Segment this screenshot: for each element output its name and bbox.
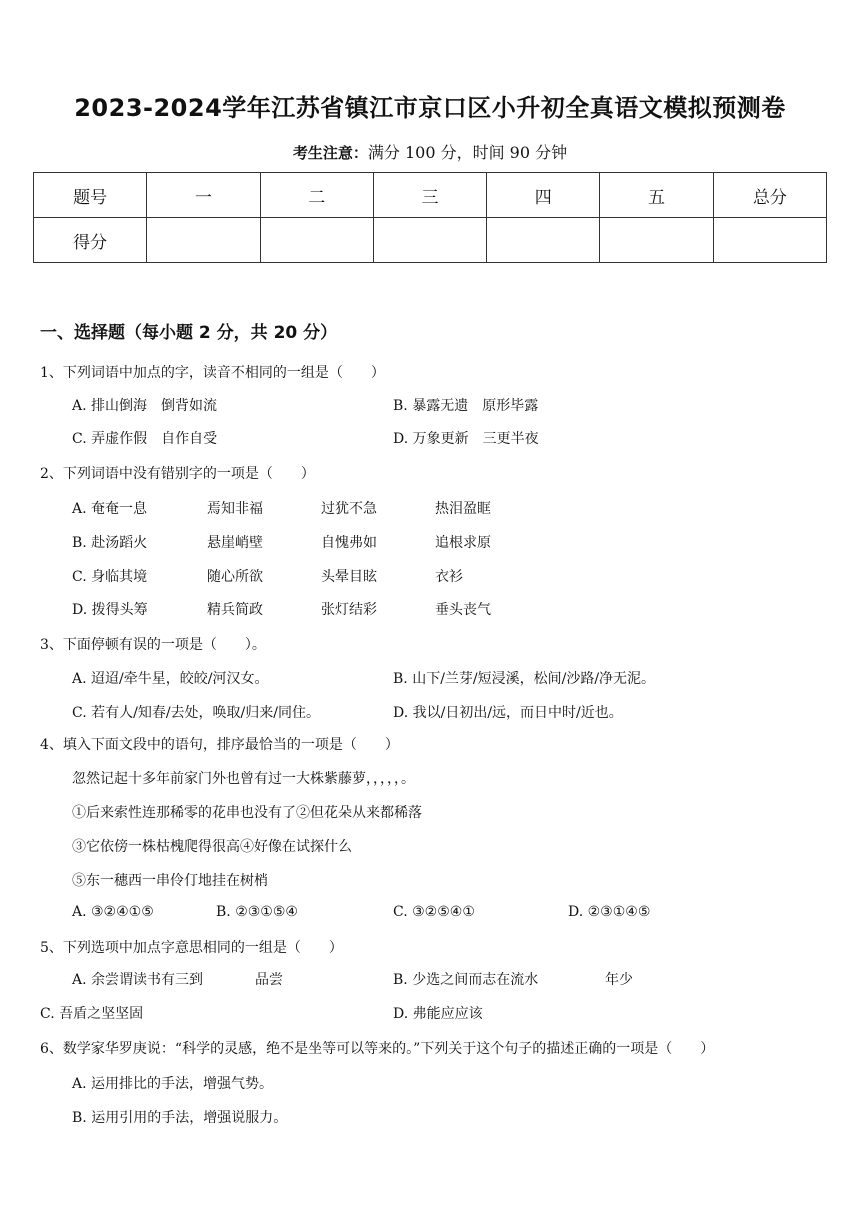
option-word: 热泪盈眶 xyxy=(435,501,491,517)
exam-title: 2023-2024学年江苏省镇江市京口区小升初全真语文模拟预测卷 xyxy=(74,94,786,122)
question-stem: 3、下面停顿有误的一项是（ ）。 xyxy=(40,637,266,653)
sentence-group: ⑤东一穗西一串伶仃地挂在树梢 xyxy=(72,873,268,889)
option-c: C. ③②⑤④① xyxy=(393,904,475,920)
option-word: 垂头丧气 xyxy=(435,602,491,618)
score-cell xyxy=(487,218,600,263)
header-cell: 总分 xyxy=(713,173,826,218)
option-b: B. 少选之间而志在流水 xyxy=(393,972,539,988)
option-a: A. 奄奄一息 xyxy=(72,501,148,517)
header-cell: 五 xyxy=(600,173,713,218)
section-title: 一、选择题（每小题 2 分，共 20 分） xyxy=(40,323,338,343)
option-a: A. 迢迢/牵牛星，皎皎/河汉女。 xyxy=(72,671,269,687)
option-b: B. ②③①⑤④ xyxy=(216,904,298,920)
header-cell: 题号 xyxy=(34,173,147,218)
option-a-word: 品尝 xyxy=(255,972,283,988)
header-cell: 三 xyxy=(373,173,486,218)
option-word: 过犹不急 xyxy=(321,501,377,517)
option-word: 随心所欲 xyxy=(207,569,263,585)
header-cell: 四 xyxy=(487,173,600,218)
option-word: 焉知非福 xyxy=(207,501,263,517)
option-word: 头晕目眩 xyxy=(321,569,377,585)
option-c: C. 若有人/知春/去处，唤取/归来/同住。 xyxy=(72,705,320,721)
option-word: 自愧弗如 xyxy=(321,535,377,551)
option-c: C. 弄虚作假 自作自受 xyxy=(72,431,218,447)
option-word: 张灯结彩 xyxy=(321,602,377,618)
question-stem: 5、下列选项中加点字意思相同的一组是（ ） xyxy=(40,940,343,956)
option-d: D. 拨得头筹 xyxy=(72,602,148,618)
option-word: 追根求原 xyxy=(435,535,491,551)
score-table xyxy=(33,172,827,263)
score-cell xyxy=(713,218,826,263)
sentence-group: ③它依傍一株枯槐爬得很高④好像在试探什么 xyxy=(72,839,352,855)
question-stem: 4、填入下面文段中的语句，排序最恰当的一项是（ ） xyxy=(40,737,399,753)
option-d: D. 我以/日初出/远，而日中时/近也。 xyxy=(393,705,623,721)
exam-notice xyxy=(0,140,860,163)
option-d: D. 弗能应应该 xyxy=(393,1006,483,1022)
score-label-cell: 得分 xyxy=(34,218,147,263)
header-cell: 二 xyxy=(260,173,373,218)
option-b: B. 运用引用的手法，增强说服力。 xyxy=(72,1110,288,1126)
score-value-row xyxy=(34,218,827,263)
notice-text: 满分 100 分，时间 90 分钟 xyxy=(367,143,568,162)
notice-label: 考生注意： xyxy=(292,144,368,162)
option-d: D. ②③①④⑤ xyxy=(568,904,651,920)
score-cell xyxy=(147,218,260,263)
sentence-group: ①后来索性连那稀零的花串也没有了②但花朵从来都稀落 xyxy=(72,805,422,821)
score-header-row xyxy=(34,173,827,218)
score-cell xyxy=(373,218,486,263)
option-a: A. 余尝谓读书有三到 xyxy=(72,972,204,988)
option-b: B. 赴汤蹈火 xyxy=(72,535,148,551)
question-stem: 1、下列词语中加点的字，读音不相同的一组是（ ） xyxy=(40,365,385,381)
option-d: D. 万象更新 三更半夜 xyxy=(393,431,539,447)
question-stem: 6、数学家华罗庚说：“科学的灵感，绝不是坐等可以等来的。”下列关于这个句子的描述正确的一项是（ ） xyxy=(40,1041,715,1057)
option-c: C. 吾盾之坚坚固 xyxy=(40,1006,144,1022)
option-a: A. ③②④①⑤ xyxy=(72,904,154,920)
option-b: B. 山下/兰芽/短浸溪，松间/沙路/净无泥。 xyxy=(393,671,656,687)
option-a: A. 排山倒海 倒背如流 xyxy=(72,398,218,414)
option-b: B. 暴露无遗 原形毕露 xyxy=(393,398,539,414)
score-cell xyxy=(260,218,373,263)
option-c: C. 身临其境 xyxy=(72,569,148,585)
passage-text: 忽然记起十多年前家门外也曾有过一大株紫藤萝，，，，，。 xyxy=(72,771,415,787)
option-word: 悬崖峭壁 xyxy=(207,535,263,551)
option-b-word: 年少 xyxy=(605,972,633,988)
option-word: 衣衫 xyxy=(435,569,463,585)
score-cell xyxy=(600,218,713,263)
option-word: 精兵简政 xyxy=(207,602,263,618)
option-a: A. 运用排比的手法，增强气势。 xyxy=(72,1076,274,1092)
header-cell: 一 xyxy=(147,173,260,218)
question-stem: 2、下列词语中没有错别字的一项是（ ） xyxy=(40,466,315,482)
